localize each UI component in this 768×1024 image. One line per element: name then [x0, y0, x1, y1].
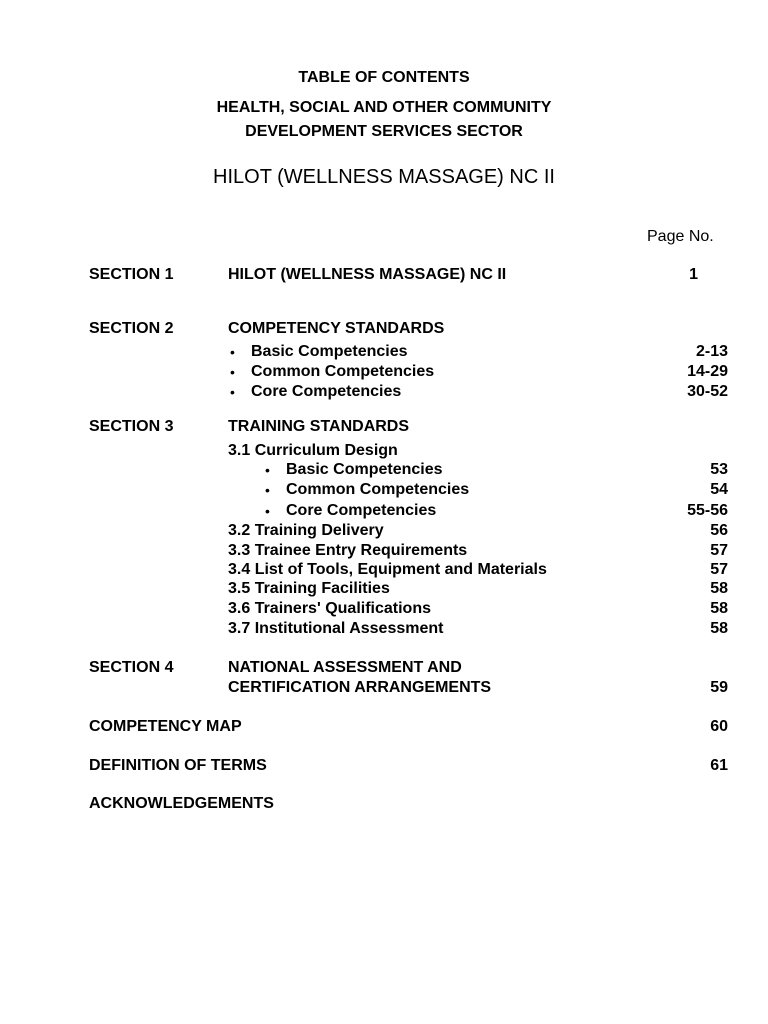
item-text: Common Competencies — [251, 363, 435, 380]
item-text: 3.4 List of Tools, Equipment and Materials — [228, 561, 547, 578]
bullet-icon: • — [230, 344, 235, 360]
bullet-icon: • — [230, 364, 235, 380]
bullet-icon: • — [265, 503, 270, 519]
section-title-line-1: NATIONAL ASSESSMENT AND — [228, 659, 462, 676]
item-text: COMPETENCY MAP — [89, 718, 242, 735]
page-number: 2-13 — [695, 343, 728, 360]
item-text: Core Competencies — [286, 502, 437, 519]
item-text: 3.3 Trainee Entry Requirements — [228, 542, 468, 559]
bullet-icon: • — [265, 462, 270, 478]
toc-title: TABLE OF CONTENTS — [298, 69, 470, 86]
page-number: 1 — [689, 266, 698, 283]
qualification-title: HILOT (WELLNESS MASSAGE) NC II — [213, 166, 555, 188]
page-number: 61 — [710, 757, 728, 774]
page-number: 55-56 — [687, 502, 728, 519]
page-number: 60 — [710, 718, 728, 735]
section-label: SECTION 4 — [89, 659, 174, 676]
bullet-icon: • — [265, 482, 270, 498]
page-number: 53 — [710, 461, 728, 478]
item-text: 3.5 Training Facilities — [228, 580, 390, 597]
item-text: 3.7 Institutional Assessment — [228, 620, 444, 637]
item-text: Core Competencies — [251, 383, 402, 400]
page-number: 59 — [710, 679, 728, 696]
page-number: 58 — [710, 620, 728, 637]
page-number: 14-29 — [687, 363, 728, 380]
section-title: COMPETENCY STANDARDS — [228, 320, 445, 337]
sector-line-2: DEVELOPMENT SERVICES SECTOR — [245, 123, 523, 140]
item-text: Basic Competencies — [286, 461, 443, 478]
page-number: 54 — [710, 481, 728, 498]
item-text: 3.2 Training Delivery — [228, 522, 384, 539]
section-title-line-2: CERTIFICATION ARRANGEMENTS — [228, 679, 492, 696]
page-number: 57 — [710, 561, 728, 578]
item-text: ACKNOWLEDGEMENTS — [89, 795, 274, 812]
item-text: DEFINITION OF TERMS — [89, 757, 267, 774]
sector-line-1: HEALTH, SOCIAL AND OTHER COMMUNITY — [216, 99, 552, 116]
page-no-label: Page No. — [647, 228, 714, 245]
page-number: 30-52 — [687, 383, 728, 400]
section-label: SECTION 1 — [89, 266, 174, 283]
page-number: 57 — [710, 542, 728, 559]
curriculum-design-heading: 3.1 Curriculum Design — [228, 442, 398, 459]
section-title: TRAINING STANDARDS — [228, 418, 410, 435]
section-title: HILOT (WELLNESS MASSAGE) NC II — [228, 266, 507, 283]
page-number: 58 — [710, 600, 728, 617]
item-text: Basic Competencies — [251, 343, 408, 360]
item-text: 3.6 Trainers' Qualifications — [228, 600, 431, 617]
item-text: Common Competencies — [286, 481, 470, 498]
section-label: SECTION 2 — [89, 320, 174, 337]
page-number: 56 — [710, 522, 728, 539]
bullet-icon: • — [230, 384, 235, 400]
section-label: SECTION 3 — [89, 418, 174, 435]
page-number: 58 — [710, 580, 728, 597]
